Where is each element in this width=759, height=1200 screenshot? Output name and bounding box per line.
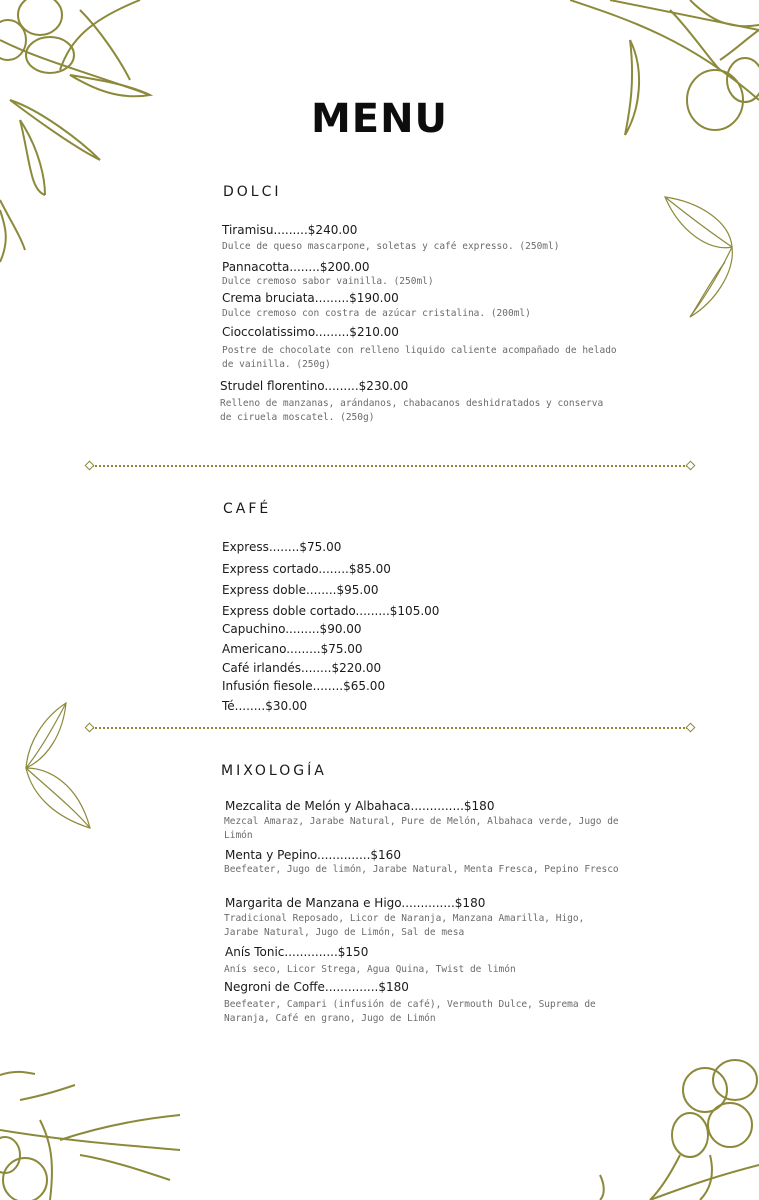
section-title-dolci: DOLCI <box>223 184 282 200</box>
menu-item-desc: Postre de chocolate con relleno liquido caliente acompañado de helado de vainilla. (250g) <box>222 345 617 370</box>
section-divider <box>86 724 694 732</box>
menu-item-name: Express doble cortado.........$105.00 <box>222 604 440 618</box>
menu-item-name: Anís Tonic..............$150 <box>225 945 369 959</box>
menu-item-name: Café irlandés........$220.00 <box>222 661 382 675</box>
menu-item-name: Crema bruciata.........$190.00 <box>222 291 399 305</box>
menu-item-name: Pannacotta........$200.00 <box>222 260 370 274</box>
menu-item-desc: Dulce de queso mascarpone, soletas y café expresso. (250ml) <box>222 241 560 252</box>
menu-item-desc: Dulce cremoso con costra de azúcar cristalina. (200ml) <box>222 308 531 319</box>
menu-item-name: Tiramisu.........$240.00 <box>222 223 358 237</box>
olive-branch-bottom-right-icon <box>590 1055 759 1200</box>
menu-item-name: Express cortado........$85.00 <box>222 562 391 576</box>
menu-item-name: Infusión fiesole........$65.00 <box>222 679 386 693</box>
menu-item-desc: Beefeater, Campari (infusión de café), Vermouth Dulce, Suprema de Naranja, Café en grano, Jugo de Limón <box>224 999 596 1024</box>
menu-item-name: Té........$30.00 <box>222 699 308 713</box>
menu-item-desc: Beefeater, Jugo de limón, Jarabe Natural, Menta Fresca, Pepino Fresco <box>224 864 619 875</box>
section-title-mixologia: MIXOLOGÍA <box>221 763 327 779</box>
menu-item-desc: Dulce cremoso sabor vainilla. (250ml) <box>222 276 434 287</box>
menu-item-name: Cioccolatissimo.........$210.00 <box>222 325 399 339</box>
menu-item-desc: Relleno de manzanas, arándanos, chabacanos deshidratados y conserva de ciruela moscatel. (250g) <box>220 398 604 423</box>
menu-item-name: Mezcalita de Melón y Albahaca..............$180 <box>225 799 495 813</box>
olive-branch-bottom-left-icon <box>0 1060 190 1200</box>
basil-leaf-right-icon <box>660 192 740 322</box>
menu-item-name: Margarita de Manzana e Higo..............$180 <box>225 896 486 910</box>
menu-item-desc: Tradicional Reposado, Licor de Naranja, Manzana Amarilla, Higo, Jarabe Natural, Jugo de Limón, Sal de mesa <box>224 913 585 938</box>
menu-item-name: Americano.........$75.00 <box>222 642 363 656</box>
menu-item-name: Capuchino.........$90.00 <box>222 622 362 636</box>
menu-item-desc: Mezcal Amaraz, Jarabe Natural, Pure de Melón, Albahaca verde, Jugo de Limón <box>224 816 619 841</box>
menu-item-name: Express doble........$95.00 <box>222 583 379 597</box>
basil-leaf-left-icon <box>18 698 98 833</box>
page-title: MENU <box>310 96 449 142</box>
menu-item-name: Menta y Pepino..............$160 <box>225 848 401 862</box>
menu-item-name: Strudel florentino.........$230.00 <box>220 379 409 393</box>
section-title-cafe: CAFÉ <box>223 501 272 517</box>
menu-item-desc: Anís seco, Licor Strega, Agua Quina, Twist de limón <box>224 964 516 975</box>
section-divider <box>86 462 694 470</box>
menu-item-name: Negroni de Coffe..............$180 <box>224 980 409 994</box>
menu-item-name: Express........$75.00 <box>222 540 342 554</box>
